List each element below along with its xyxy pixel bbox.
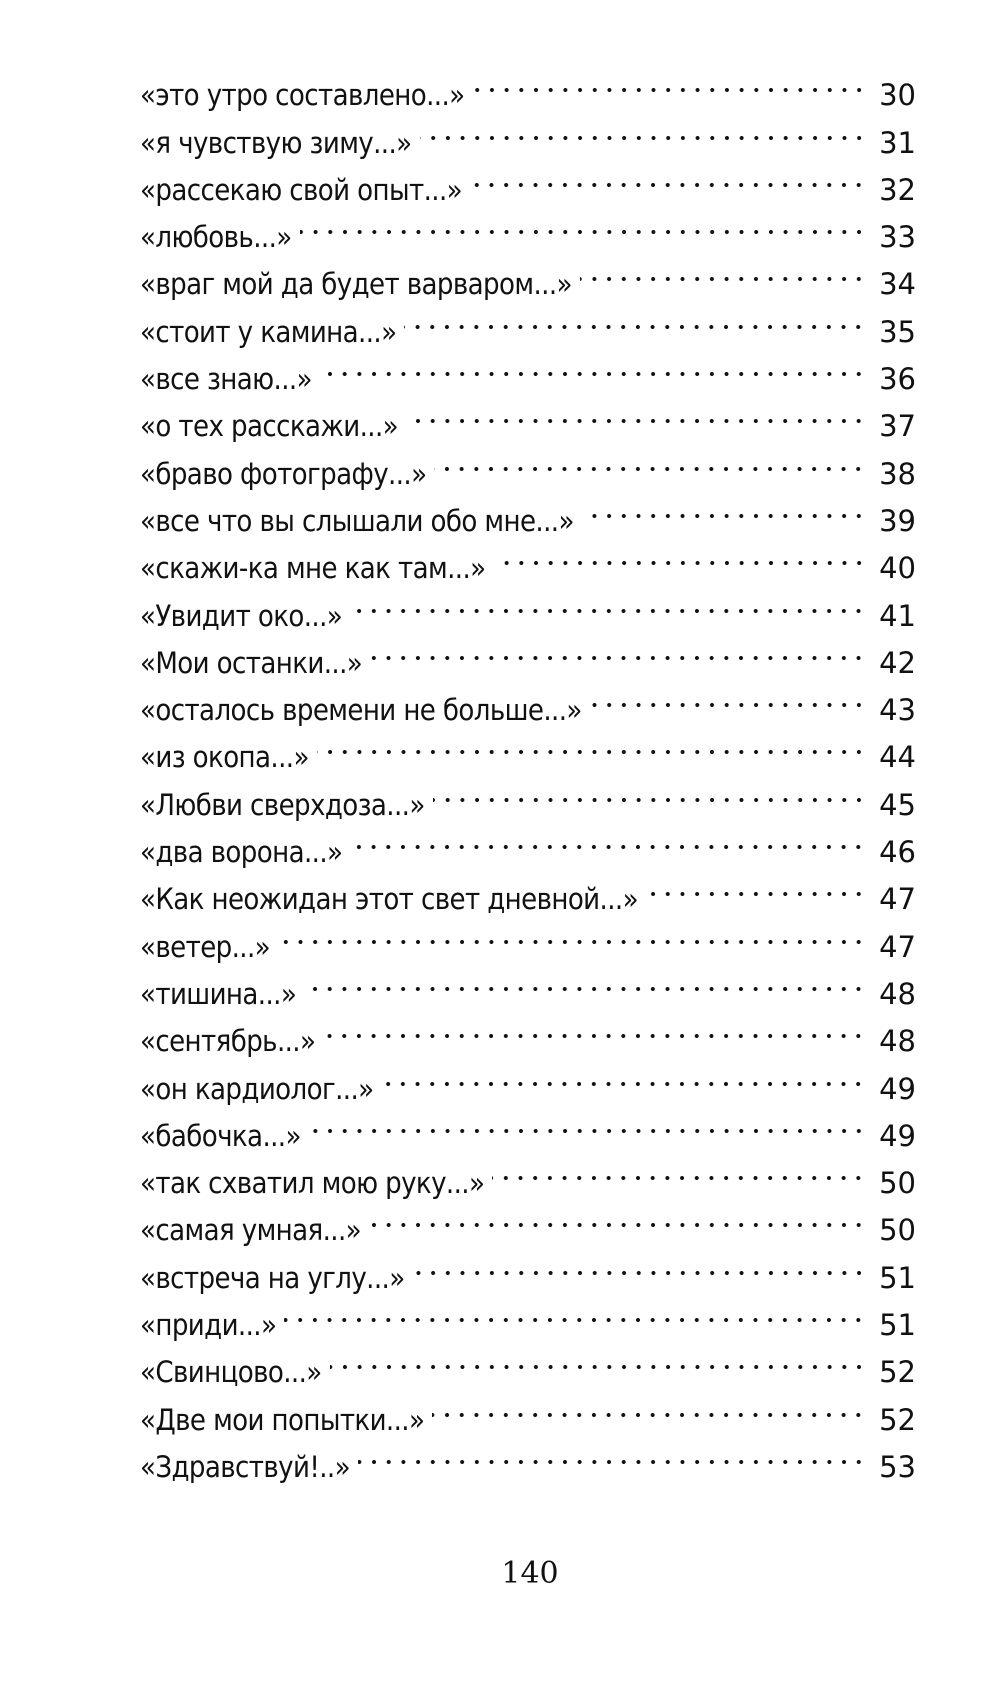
toc-entry-page: 38 (879, 456, 916, 491)
dot-leader (358, 1430, 866, 1477)
dot-leader (646, 862, 866, 909)
dot-leader (413, 1240, 866, 1287)
toc-entry-title: «о тех расскажи...» (140, 409, 399, 444)
dot-leader (434, 436, 866, 483)
dot-leader (582, 484, 866, 531)
toc-entry-title: «так схватил мою руку...» (140, 1166, 485, 1201)
dot-leader (590, 673, 866, 720)
toc-entry-page: 32 (879, 172, 916, 207)
toc-entry-title: «приди...» (140, 1308, 277, 1343)
dot-leader (350, 815, 866, 862)
toc-entry-page: 49 (879, 1118, 916, 1153)
dot-leader (470, 153, 866, 200)
toc-entry-title: «стоит у камина...» (140, 314, 397, 349)
toc-entry-page: 42 (879, 645, 916, 680)
toc-entry-page: 45 (879, 787, 916, 822)
toc-entry-page: 50 (879, 1213, 916, 1248)
toc-entry-page: 40 (879, 551, 916, 586)
toc-entry-title: «браво фотографу...» (140, 456, 427, 491)
toc-entry-title: «Две мои попытки...» (140, 1402, 425, 1437)
dot-leader (323, 1004, 866, 1051)
toc-entry-page: 53 (879, 1449, 916, 1484)
toc-entry-title: «рассекаю свой опыт...» (140, 172, 462, 207)
toc-entry-title: «Здравствуй!..» (140, 1449, 350, 1484)
toc-entry-title: «Любви сверхдоза...» (140, 787, 425, 822)
toc-entry-title: «самая умная...» (140, 1213, 361, 1248)
dot-leader (433, 767, 866, 814)
toc-entry-page: 48 (879, 976, 916, 1011)
toc-entry-title: «Свинцово...» (140, 1355, 322, 1390)
dot-leader (404, 294, 866, 341)
toc-entry-title: «осталось времени не больше...» (140, 693, 582, 728)
table-of-contents (140, 58, 916, 1484)
toc-entry-page: 35 (879, 314, 916, 349)
toc-entry-title: «Увидит око...» (140, 598, 343, 633)
toc-entry-page: 36 (879, 362, 916, 397)
toc-entry-title: «враг мой да будет варваром...» (140, 267, 572, 302)
toc-entry-page: 41 (879, 598, 916, 633)
toc-entry-page: 51 (879, 1260, 916, 1295)
toc-entry-title: «Как неожидан этот свет дневной...» (140, 882, 638, 917)
toc-entry-title: «два ворона...» (140, 835, 343, 870)
dot-leader (473, 58, 866, 105)
toc-entry (140, 58, 916, 113)
dot-leader (494, 531, 866, 578)
dot-leader (284, 1288, 866, 1335)
toc-entry-page: 52 (879, 1402, 916, 1437)
dot-leader (320, 342, 866, 389)
toc-entry-page: 51 (879, 1308, 916, 1343)
toc-entry-title: «он кардиолог...» (140, 1071, 374, 1106)
toc-entry-title: «это утро составлено...» (140, 78, 465, 113)
dot-leader (300, 200, 866, 247)
toc-entry-title: «я чувствую зиму...» (140, 125, 412, 160)
dot-leader (369, 1193, 866, 1240)
toc-entry-page: 44 (879, 740, 916, 775)
toc-entry-title: «из окопа...» (140, 740, 309, 775)
toc-entry-title: «тишина...» (140, 976, 297, 1011)
toc-entry-title: «сентябрь...» (140, 1024, 316, 1059)
toc-entry-page: 50 (879, 1166, 916, 1201)
toc-entry-title: «все знаю...» (140, 362, 312, 397)
toc-entry-page: 33 (879, 220, 916, 255)
toc-entry-page: 34 (879, 267, 916, 302)
toc-entry-page: 47 (879, 929, 916, 964)
dot-leader (370, 626, 866, 673)
toc-entry-page: 52 (879, 1355, 916, 1390)
dot-leader (330, 1335, 866, 1382)
dot-leader (304, 957, 866, 1004)
toc-entry-title: «встреча на углу...» (140, 1260, 405, 1295)
dot-leader (278, 909, 866, 956)
toc-entry-title: «любовь...» (140, 220, 292, 255)
page-number: 140 (501, 1556, 559, 1591)
toc-entry-page: 47 (879, 882, 916, 917)
toc-entry-title: «скажи-ка мне как там...» (140, 551, 486, 586)
dot-leader (492, 1146, 866, 1193)
toc-entry-page: 49 (879, 1071, 916, 1106)
dot-leader (381, 1051, 866, 1098)
toc-entry-page: 31 (879, 125, 916, 160)
dot-leader (350, 578, 866, 625)
dot-leader (432, 1382, 866, 1429)
toc-entry-title: «Мои останки...» (140, 645, 363, 680)
dot-leader (317, 720, 866, 767)
dot-leader (580, 247, 866, 294)
toc-entry-page: 46 (879, 835, 916, 870)
toc-entry-page: 43 (879, 693, 916, 728)
toc-entry-page: 37 (879, 409, 916, 444)
dot-leader (420, 105, 866, 152)
toc-entry-page: 39 (879, 503, 916, 538)
dot-leader (406, 389, 866, 436)
toc-entry-title: «ветер...» (140, 929, 271, 964)
dot-leader (309, 1099, 866, 1146)
toc-entry-page: 48 (879, 1024, 916, 1059)
toc-entry-title: «все что вы слышали обо мне...» (140, 503, 574, 538)
toc-entry-page: 30 (879, 78, 916, 113)
toc-entry-title: «бабочка...» (140, 1118, 301, 1153)
